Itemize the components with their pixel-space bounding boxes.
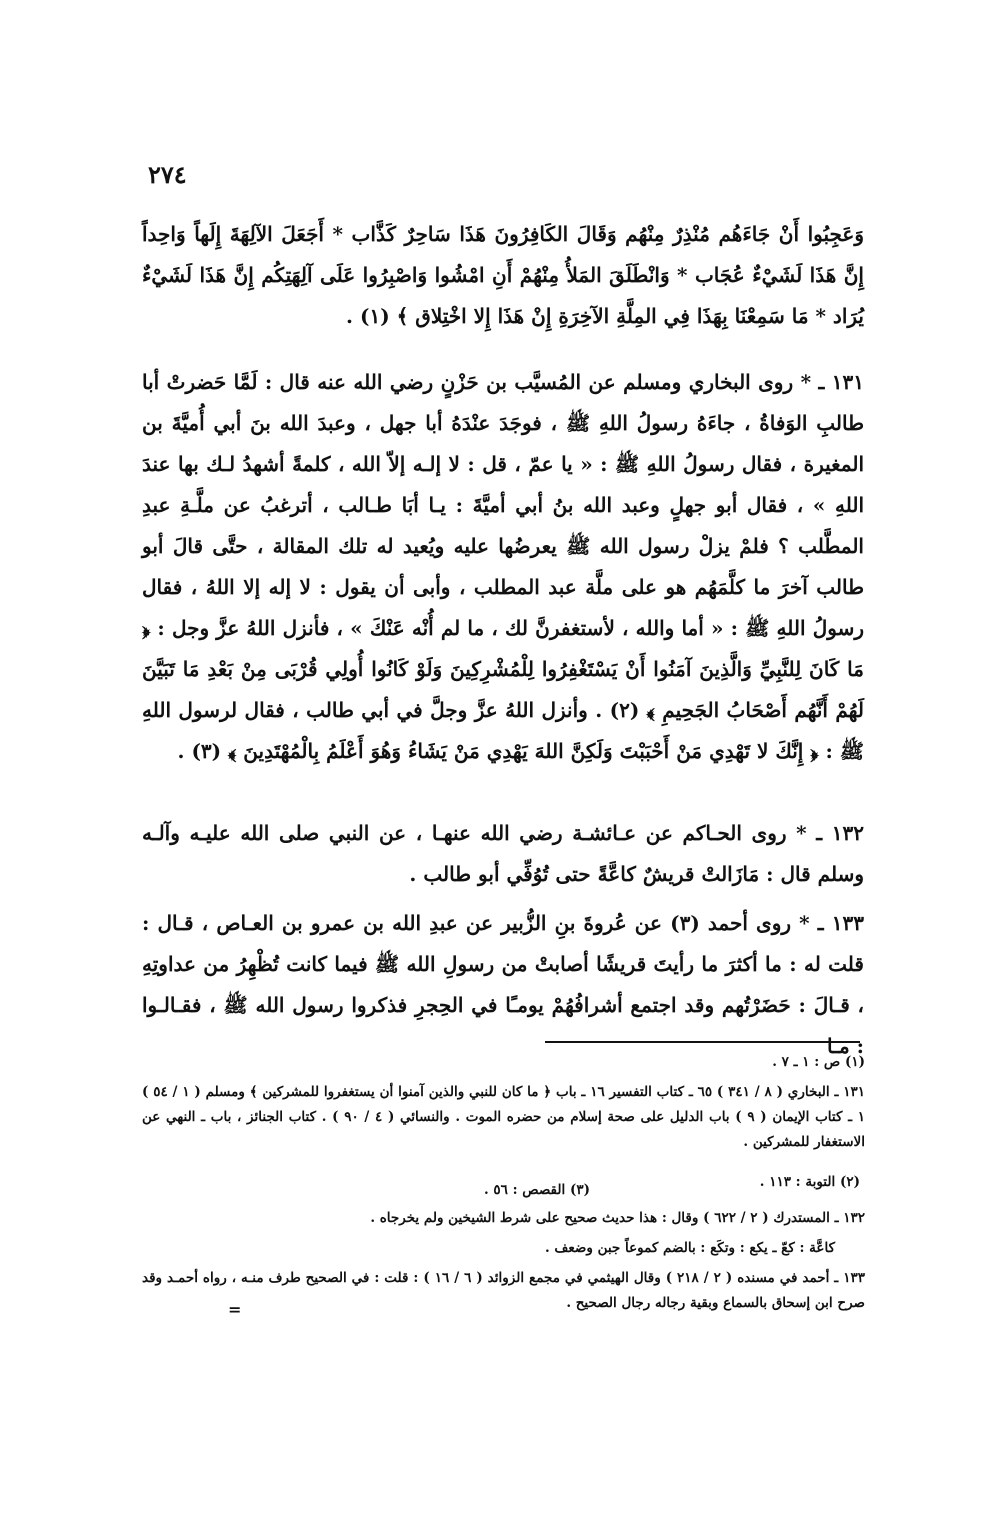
hadith-131: ١٣١ ـ * روى البخاري ومسلم عن المُسيَّب بن حَزْنٍ رضي الله عنه قال : لَمَّا حَضرتْ أبا طالبِ الوَفاةُ ، جاءَهُ رسولُ اللهِ ﷺ ، فوجَدَ عنْدَهُ أبا جهل ، وعبدَ الله بنَ أبي أُميَّةَ بن المغيرة ، فقال رسولُ اللهِ ﷺ : « يا عمّ ، قل : لا إلـه إلاّ الله ، كلمةً أشهدُ لـك بها عندَ اللهِ » ، فقال أبو جهلٍ وعبد الله بنُ أبي أميَّةَ : يـا أبَا طـالب ، أترغبُ عن ملَّـةِ عبدِ المطَّلب ؟ فلمْ يزلْ رسول الله ﷺ يعرضُها عليه ويُعيد له تلك المقالة ، حتَّى قالَ أبو طالب آخرَ ما كلَّمَهُم هو على ملَّة عبد المطلب ، وأبى أن يقول : لا إله إلا اللهُ ، فقال رسولُ اللهِ ﷺ : « أما والله ، لأستغفرنَّ لك ، ما لم أُنْه عَنْكَ » ، فأنزل اللهُ عزَّ وجل : ﴿ مَا كَانَ لِلنَّبِيِّ وَالَّذِينَ آمَنُوا أَنْ يَسْتَغْفِرُوا لِلْمُشْرِكِينَ وَلَوْ كَانُوا أُولِي قُرْبَى مِنْ بَعْدِ مَا تَبَيَّنَ لَهُمْ أَنَّهُم أَصْحَابُ الجَحِيمِ ﴾ (٢) . وأنزل اللهُ عزَّ وجلَّ في أبي طالب ، فقال لرسول اللهِ ﷺ : ﴿ إِنَّكَ لا تَهْدِي مَنْ أَحْبَبْتَ وَلَكِنَّ اللهَ يَهْدِي مَنْ يَشَاءُ وَهُوَ أَعْلَمُ بِالْمُهْتَدِينَ ﴾ (٣) . <box>142 370 865 763</box>
hadith-132: ١٣٢ ـ * روى الحـاكم عن عـائشـة رضي الله عنهـا ، عن النبي صلى الله عليـه وآلـه وسلم قال : مَازَالتْ قريشٌ كاعَّةً حتى تُوُفِّي أبو طالب . <box>142 821 864 886</box>
footnote-132: ١٣٢ ـ المستدرك ( ٢ / ٦٢٢ ) وقال : هذا حديث صحيح على شرط الشيخين ولم يخرجاه . <box>370 1210 865 1226</box>
hadith-133: ١٣٣ ـ * روى أحمد (٣) عن عُروةَ بنِ الزُّبير عن عبدِ الله بن عمرو بن العـاص ، قـال : قلت له : ما أكثرَ ما رأيتَ قريشًا أصابتْ من رسولِ الله ﷺ فيما كانت تُظْهِرُ من عداوتِهِ ، قـالَ : حَضَرْتُهم وقد اجتمع أشرافُهُمْ يومـًا في الحِجرِ فذكروا رسول الله ﷺ ، فقـالـوا : مـا <box>142 911 864 1058</box>
footnote-133: ١٣٣ ـ أحمد في مسنده ( ٢ / ٢١٨ ) وقال الهيثمي في مجمع الزوائد ( ٦ / ١٦ ) : قلت : في الصحيح طرف منـه ، رواه أحمـد وقد صرح ابن إسحاق بالسماع وبقية رجاله رجال الصحيح . <box>142 1270 865 1311</box>
footnote-divider <box>545 1041 860 1043</box>
footnote-1: (١) ص : ١ ـ ٧ . <box>772 1054 865 1070</box>
continuation-mark: = <box>228 1300 242 1319</box>
page-number: ٢٧٤ <box>148 160 187 189</box>
footnote-132-gloss: كاعَّة : كعّ ـ يكع : وتكَع : بالضم كموعاً جبن وضعف . <box>545 1240 835 1256</box>
footnote-3: (٣) القصص : ٥٦ . <box>484 1182 590 1198</box>
footnote-131: ١٣١ ـ البخاري ( ٨ / ٣٤١ ) ٦٥ ـ كتاب التفسير ١٦ ـ باب ﴿ ما كان للنبي والذين آمنوا أن يستغفروا للمشركين ﴾ ومسلم ( ١ / ٥٤ ) ١ ـ كتاب الإيمان ( ٩ ) باب الدليل على صحة إسلام من حضره الموت . والنسائي ( ٤ / ٩٠ ) . كتاب الجنائز ، باب ـ النهي عن الاستغفار للمشركين . <box>142 1084 865 1150</box>
footnote-2: (٢) التوبة : ١١٣ . <box>759 1174 860 1190</box>
quran-passage: وَعَجِبُوا أَنْ جَاءَهُم مُنْذِرٌ مِنْهُم وَقَالَ الكَافِرُونَ هَذَا سَاحِرٌ كَذَّاب * أَجَعَلَ الآلِهَةَ إِلَهاً وَاحِداً إِنَّ هَذَا لَشَيْءٌ عُجَاب * وَانْطَلَقَ المَلأُ مِنْهُمْ أَنِ امْشُوا وَاصْبِرُوا عَلَى آلِهَتِكُم إِنَّ هَذَا لَشَيْءٌ يُرَاد * مَا سَمِعْنَا بِهَذَا فِي المِلَّةِ الآخِرَةِ إِنْ هَذَا إِلا اخْتِلاق ﴾ (١) . <box>142 222 864 328</box>
